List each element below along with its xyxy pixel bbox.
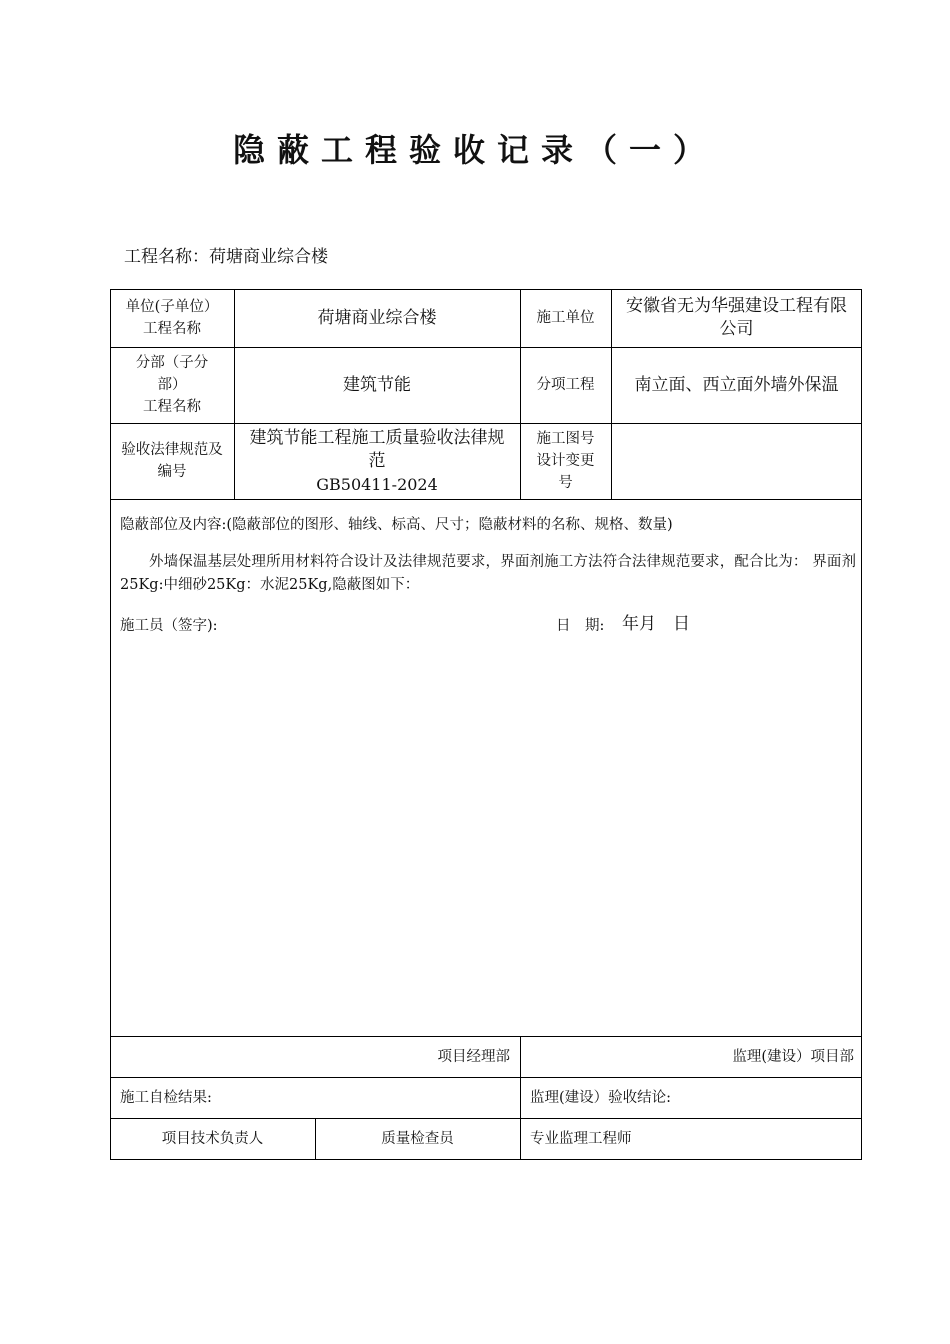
tech-lead: 项目技术负责人: [161, 1130, 264, 1147]
subitem-label: 分项工程: [536, 377, 595, 393]
pm-dept: 项目经理部: [437, 1048, 510, 1065]
subitem-value: 南立面、西立面外墙外保温: [634, 374, 839, 395]
division-value: 建筑节能: [343, 374, 411, 395]
division-label-line2: 工程名称: [143, 399, 201, 415]
standard-value: [234, 423, 520, 499]
unit-project-value: 荷塘商业综合楼: [317, 307, 437, 328]
contractor-label: 施工单位: [536, 310, 595, 326]
date-value: 年月 日: [622, 614, 690, 634]
drawing-value: [611, 423, 862, 499]
acceptance-conclusion: 监理(建设）验收结论:: [530, 1089, 672, 1106]
page-title: 隐蔽工程验收记录（一）: [232, 131, 717, 169]
division-label: [110, 347, 234, 423]
hidden-section-heading: 隐蔽部位及内容:(隐蔽部位的图形、轴线、标高、尺寸；隐蔽材料的名称、规格、数量): [120, 517, 673, 533]
acceptance-table: [110, 289, 862, 1160]
standard-label: 验收法律规范及编号: [121, 442, 223, 480]
division-label-line1: 分部（子分部）: [135, 355, 209, 393]
standard-code: GB50411-2024: [316, 474, 438, 494]
date-label: 日 期:: [556, 618, 605, 634]
constructor-signature: 施工员（签字):: [120, 618, 218, 634]
qc-inspector: 质量检查员: [381, 1130, 454, 1147]
self-check-result: 施工自检结果:: [120, 1089, 212, 1106]
supervising-engineer: 专业监理工程师: [530, 1130, 632, 1147]
contractor-value: 安徽省无为华强建设工程有限公司: [626, 296, 847, 339]
hidden-section-paragraph: 外墙保温基层处理所用材料符合设计及法律规范要求，界面剂施工方法符合法律规范要求，配合比为： 界面剂25Kg:中细砂25Kg：水泥25Kg,隐蔽图如下：: [120, 554, 856, 593]
project-name: 工程名称：荷塘商业综合楼: [124, 247, 328, 267]
table-border-bottom: [110, 1159, 862, 1160]
row-divider: [110, 499, 862, 500]
unit-project-label: 单位(子单位）工程名称: [125, 299, 219, 337]
standard-name: 建筑节能工程施工质量验收法律规范: [249, 427, 505, 471]
drawing-label: 施工图号设计变更号: [536, 431, 595, 491]
supervision-dept: 监理(建设）项目部: [732, 1048, 854, 1065]
